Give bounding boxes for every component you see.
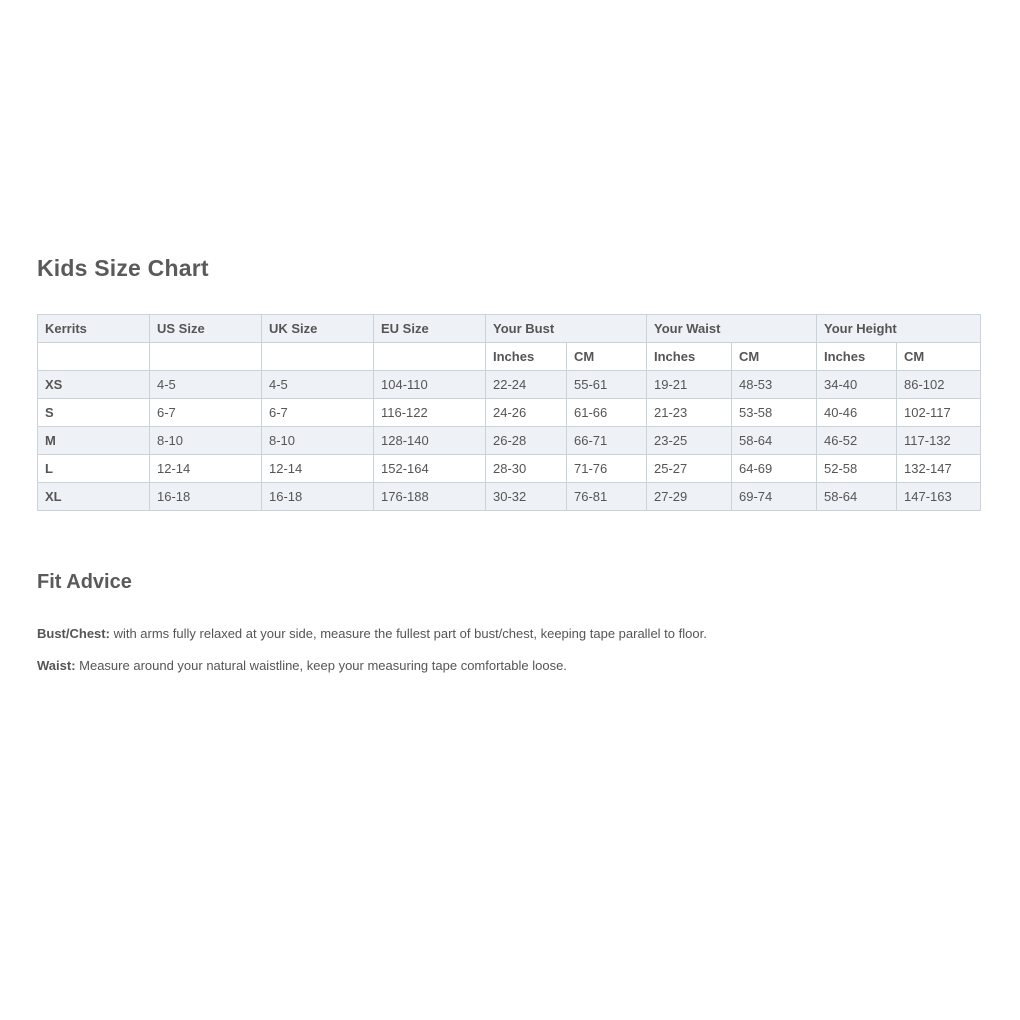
cell-waist-inches: 25-27 (647, 455, 732, 483)
cell-bust-cm: 76-81 (567, 483, 647, 511)
cell-size-label: M (38, 427, 150, 455)
subheader-bust-inches: Inches (486, 343, 567, 371)
cell-eu-size: 116-122 (374, 399, 486, 427)
column-header-us-size: US Size (150, 315, 262, 343)
column-header-bust: Your Bust (486, 315, 647, 343)
cell-bust-inches: 24-26 (486, 399, 567, 427)
table-row (38, 455, 981, 483)
subheader-empty-cell (38, 343, 150, 371)
cell-eu-size: 176-188 (374, 483, 486, 511)
cell-bust-cm: 61-66 (567, 399, 647, 427)
cell-eu-size: 152-164 (374, 455, 486, 483)
cell-height-inches: 52-58 (817, 455, 897, 483)
cell-waist-inches: 23-25 (647, 427, 732, 455)
cell-waist-inches: 19-21 (647, 371, 732, 399)
cell-bust-cm: 66-71 (567, 427, 647, 455)
cell-uk-size: 6-7 (262, 399, 374, 427)
fit-advice-waist (37, 658, 567, 673)
cell-bust-inches: 22-24 (486, 371, 567, 399)
cell-size-label: L (38, 455, 150, 483)
cell-us-size: 4-5 (150, 371, 262, 399)
cell-size-label: XS (38, 371, 150, 399)
column-header-kerrits: Kerrits (38, 315, 150, 343)
cell-waist-inches: 27-29 (647, 483, 732, 511)
cell-us-size: 8-10 (150, 427, 262, 455)
cell-bust-cm: 71-76 (567, 455, 647, 483)
table-row (38, 399, 981, 427)
fit-advice-title: Fit Advice (37, 571, 132, 593)
table-header-row (38, 315, 981, 343)
cell-waist-cm: 69-74 (732, 483, 817, 511)
subheader-height-cm: CM (897, 343, 981, 371)
cell-size-label: XL (38, 483, 150, 511)
cell-height-cm: 132-147 (897, 455, 981, 483)
column-header-eu-size: EU Size (374, 315, 486, 343)
table-subheader-row (38, 343, 981, 371)
column-header-waist: Your Waist (647, 315, 817, 343)
cell-bust-inches: 26-28 (486, 427, 567, 455)
table-row (38, 483, 981, 511)
cell-height-cm: 117-132 (897, 427, 981, 455)
fit-advice-waist-text: Measure around your natural waistline, keep your measuring tape comfortable loose. (75, 658, 567, 673)
subheader-empty-cell (374, 343, 486, 371)
column-header-height: Your Height (817, 315, 981, 343)
table-row (38, 427, 981, 455)
table-row (38, 371, 981, 399)
cell-waist-cm: 48-53 (732, 371, 817, 399)
page-title: Kids Size Chart (37, 255, 209, 281)
column-header-uk-size: UK Size (262, 315, 374, 343)
cell-height-inches: 34-40 (817, 371, 897, 399)
subheader-waist-cm: CM (732, 343, 817, 371)
cell-us-size: 6-7 (150, 399, 262, 427)
cell-waist-inches: 21-23 (647, 399, 732, 427)
cell-us-size: 16-18 (150, 483, 262, 511)
cell-uk-size: 8-10 (262, 427, 374, 455)
cell-bust-cm: 55-61 (567, 371, 647, 399)
size-table (37, 314, 981, 511)
fit-advice-bust-label: Bust/Chest: (37, 626, 110, 641)
fit-advice-bust (37, 626, 707, 641)
cell-size-label: S (38, 399, 150, 427)
cell-height-inches: 58-64 (817, 483, 897, 511)
cell-height-inches: 40-46 (817, 399, 897, 427)
cell-uk-size: 4-5 (262, 371, 374, 399)
cell-height-cm: 102-117 (897, 399, 981, 427)
subheader-height-inches: Inches (817, 343, 897, 371)
cell-bust-inches: 28-30 (486, 455, 567, 483)
cell-waist-cm: 64-69 (732, 455, 817, 483)
subheader-empty-cell (262, 343, 374, 371)
cell-eu-size: 104-110 (374, 371, 486, 399)
fit-advice-bust-text: with arms fully relaxed at your side, measure the fullest part of bust/chest, keeping tape parallel to floor. (109, 626, 707, 641)
cell-waist-cm: 58-64 (732, 427, 817, 455)
cell-uk-size: 16-18 (262, 483, 374, 511)
cell-uk-size: 12-14 (262, 455, 374, 483)
cell-us-size: 12-14 (150, 455, 262, 483)
cell-waist-cm: 53-58 (732, 399, 817, 427)
cell-height-cm: 147-163 (897, 483, 981, 511)
cell-height-inches: 46-52 (817, 427, 897, 455)
subheader-empty-cell (150, 343, 262, 371)
cell-eu-size: 128-140 (374, 427, 486, 455)
cell-bust-inches: 30-32 (486, 483, 567, 511)
cell-height-cm: 86-102 (897, 371, 981, 399)
subheader-bust-cm: CM (567, 343, 647, 371)
fit-advice-waist-label: Waist: (37, 658, 76, 673)
subheader-waist-inches: Inches (647, 343, 732, 371)
